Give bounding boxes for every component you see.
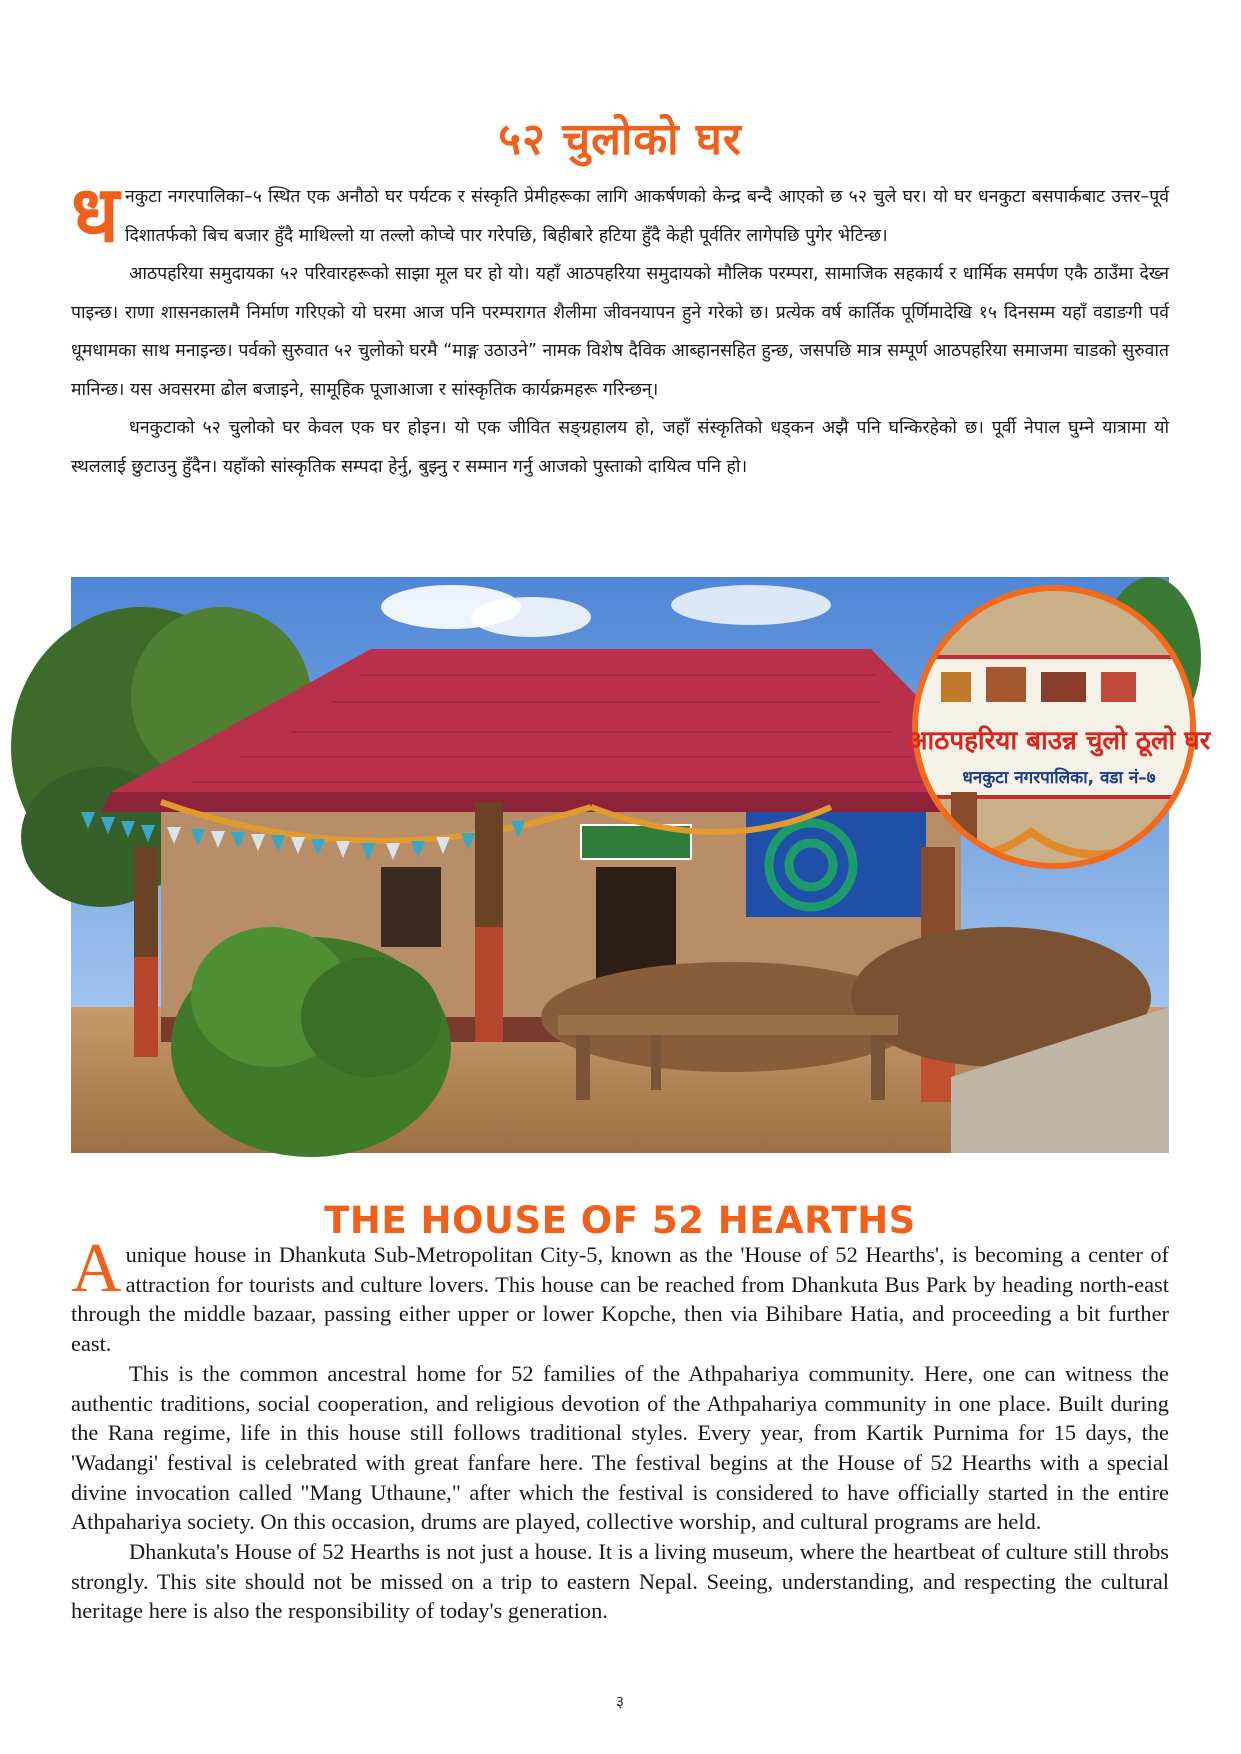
english-paragraph-2: This is the common ancestral home for 52 families of the Athpahariya community. Here, one can witness the authentic traditions, social cooperation, and religious devotion of the Athpahariya community in one place. Built during the Rana regime, life in this house still follows traditional styles. Every year, from Kartik Purnima for 15 days, the 'Wadangi' festival is celebrated with great fanfare here. The festival begins at the House of 52 Hearths with a special divine invocation called "Mang Uthaune," after which the festival is considered to have officially started in the entire Athpahariya society. On this occasion, drums are played, collective worship, and cultural programs are held. [71, 1360, 1169, 1535]
nepali-paragraph-1-text: नकुटा नगरपालिका–५ स्थित एक अनौठो घर पर्यटक र संस्कृति प्रेमीहरूका लागि आकर्षणको केन्द्र बन्दै आएको छ ५२ चुले घर। यो घर धनकुटा बसपार्कबाट उत्तर–पूर्व दिशातर्फको बिच बजार हुँदै माथिल्लो या तल्लो कोप्चे पार गरेपछि, बिहीबारे हटिया हुँदै केही पूर्वतिर लागेपछि पुगेर भेटिन्छ। [124, 187, 1169, 246]
house-photo [71, 577, 1211, 1153]
nepali-dropcap: ध [71, 170, 119, 260]
nepali-title: ५२ चुलोको घर [498, 114, 742, 166]
inset-sign-sub: धनकुटा नगरपालिका, वडा नं–७ [962, 768, 1156, 788]
english-paragraph-3: Dhankuta's House of 52 Hearths is not just a house. It is a living museum, where the heartbeat of culture still throbs strongly. This site should not be missed on a trip to eastern Nepal. Seeing, understanding, and respecting the cultural heritage here is also the responsibility of today's generation. [71, 1539, 1169, 1624]
house-illustration [71, 577, 1211, 1153]
english-title: THE HOUSE OF 52 HEARTHS [324, 1198, 916, 1242]
english-paragraph-1 [71, 1230, 1169, 1359]
nepali-paragraph-2: आठपहरिया समुदायका ५२ परिवारहरूको साझा मूल घर हो यो। यहाँ आठपहरिया समुदायको मौलिक परम्परा, सामाजिक सहकार्य र धार्मिक समर्पण एकै ठाउँमा देख्न पाइन्छ। राणा शासनकालमै निर्माण गरिएको यो घरमा आज पनि परम्परागत शैलीमा जीवनयापन हुने गरेको छ। प्रत्येक वर्ष कार्तिक पूर्णिमादेखि १५ दिनसम्म यहाँ वडाङगी पर्व धूमधामका साथ मनाइन्छ। पर्वको सुरुवात ५२ चुलोको घरमै “माङ्ग उठाउने” नामक विशेष दैविक आब्हानसहित हुन्छ, जसपछि मात्र सम्पूर्ण आठपहरिया समाजमा चाडको सुरुवात मानिन्छ। यस अवसरमा ढोल बजाइने, सामूहिक पूजाआजा र सांस्कृतिक कार्यक्रमहरू गरिन्छन्। [71, 264, 1169, 400]
english-paragraph-1-text: unique house in Dhankuta Sub-Metropolitan City-5, known as the 'House of 52 Hearths', is becoming a center of attraction for tourists and culture lovers. This house can be reached from Dhankuta Bus Park by heading north-east through the middle bazaar, passing either upper or lower Kopche, then via Bihibare Hatia, and proceeding a bit further east. [71, 1242, 1169, 1357]
inset-sign-main: आठपहरिया बाउन्न चुलो ठूलो घर [907, 726, 1211, 756]
nepali-paragraph-3: धनकुटाको ५२ चुलोको घर केवल एक घर होइन। यो एक जीवित सङ्ग्रहालय हो, जहाँ संस्कृतिको धड्कन अझै पनि घन्किरहेको छ। पूर्वी नेपाल घुम्ने यात्रामा यो स्थललाई छुटाउनु हुँदैन। यहाँको सांस्कृतिक सम्पदा हेर्नु, बुझ्नु र सम्मान गर्नु आजको पुस्ताको दायित्व पनि हो। [71, 418, 1169, 477]
page-number: ३ [615, 1692, 625, 1711]
nepali-paragraph-1 [71, 170, 1169, 260]
english-dropcap: A [71, 1230, 122, 1307]
nepali-article [71, 170, 1169, 486]
english-article [71, 1230, 1169, 1626]
